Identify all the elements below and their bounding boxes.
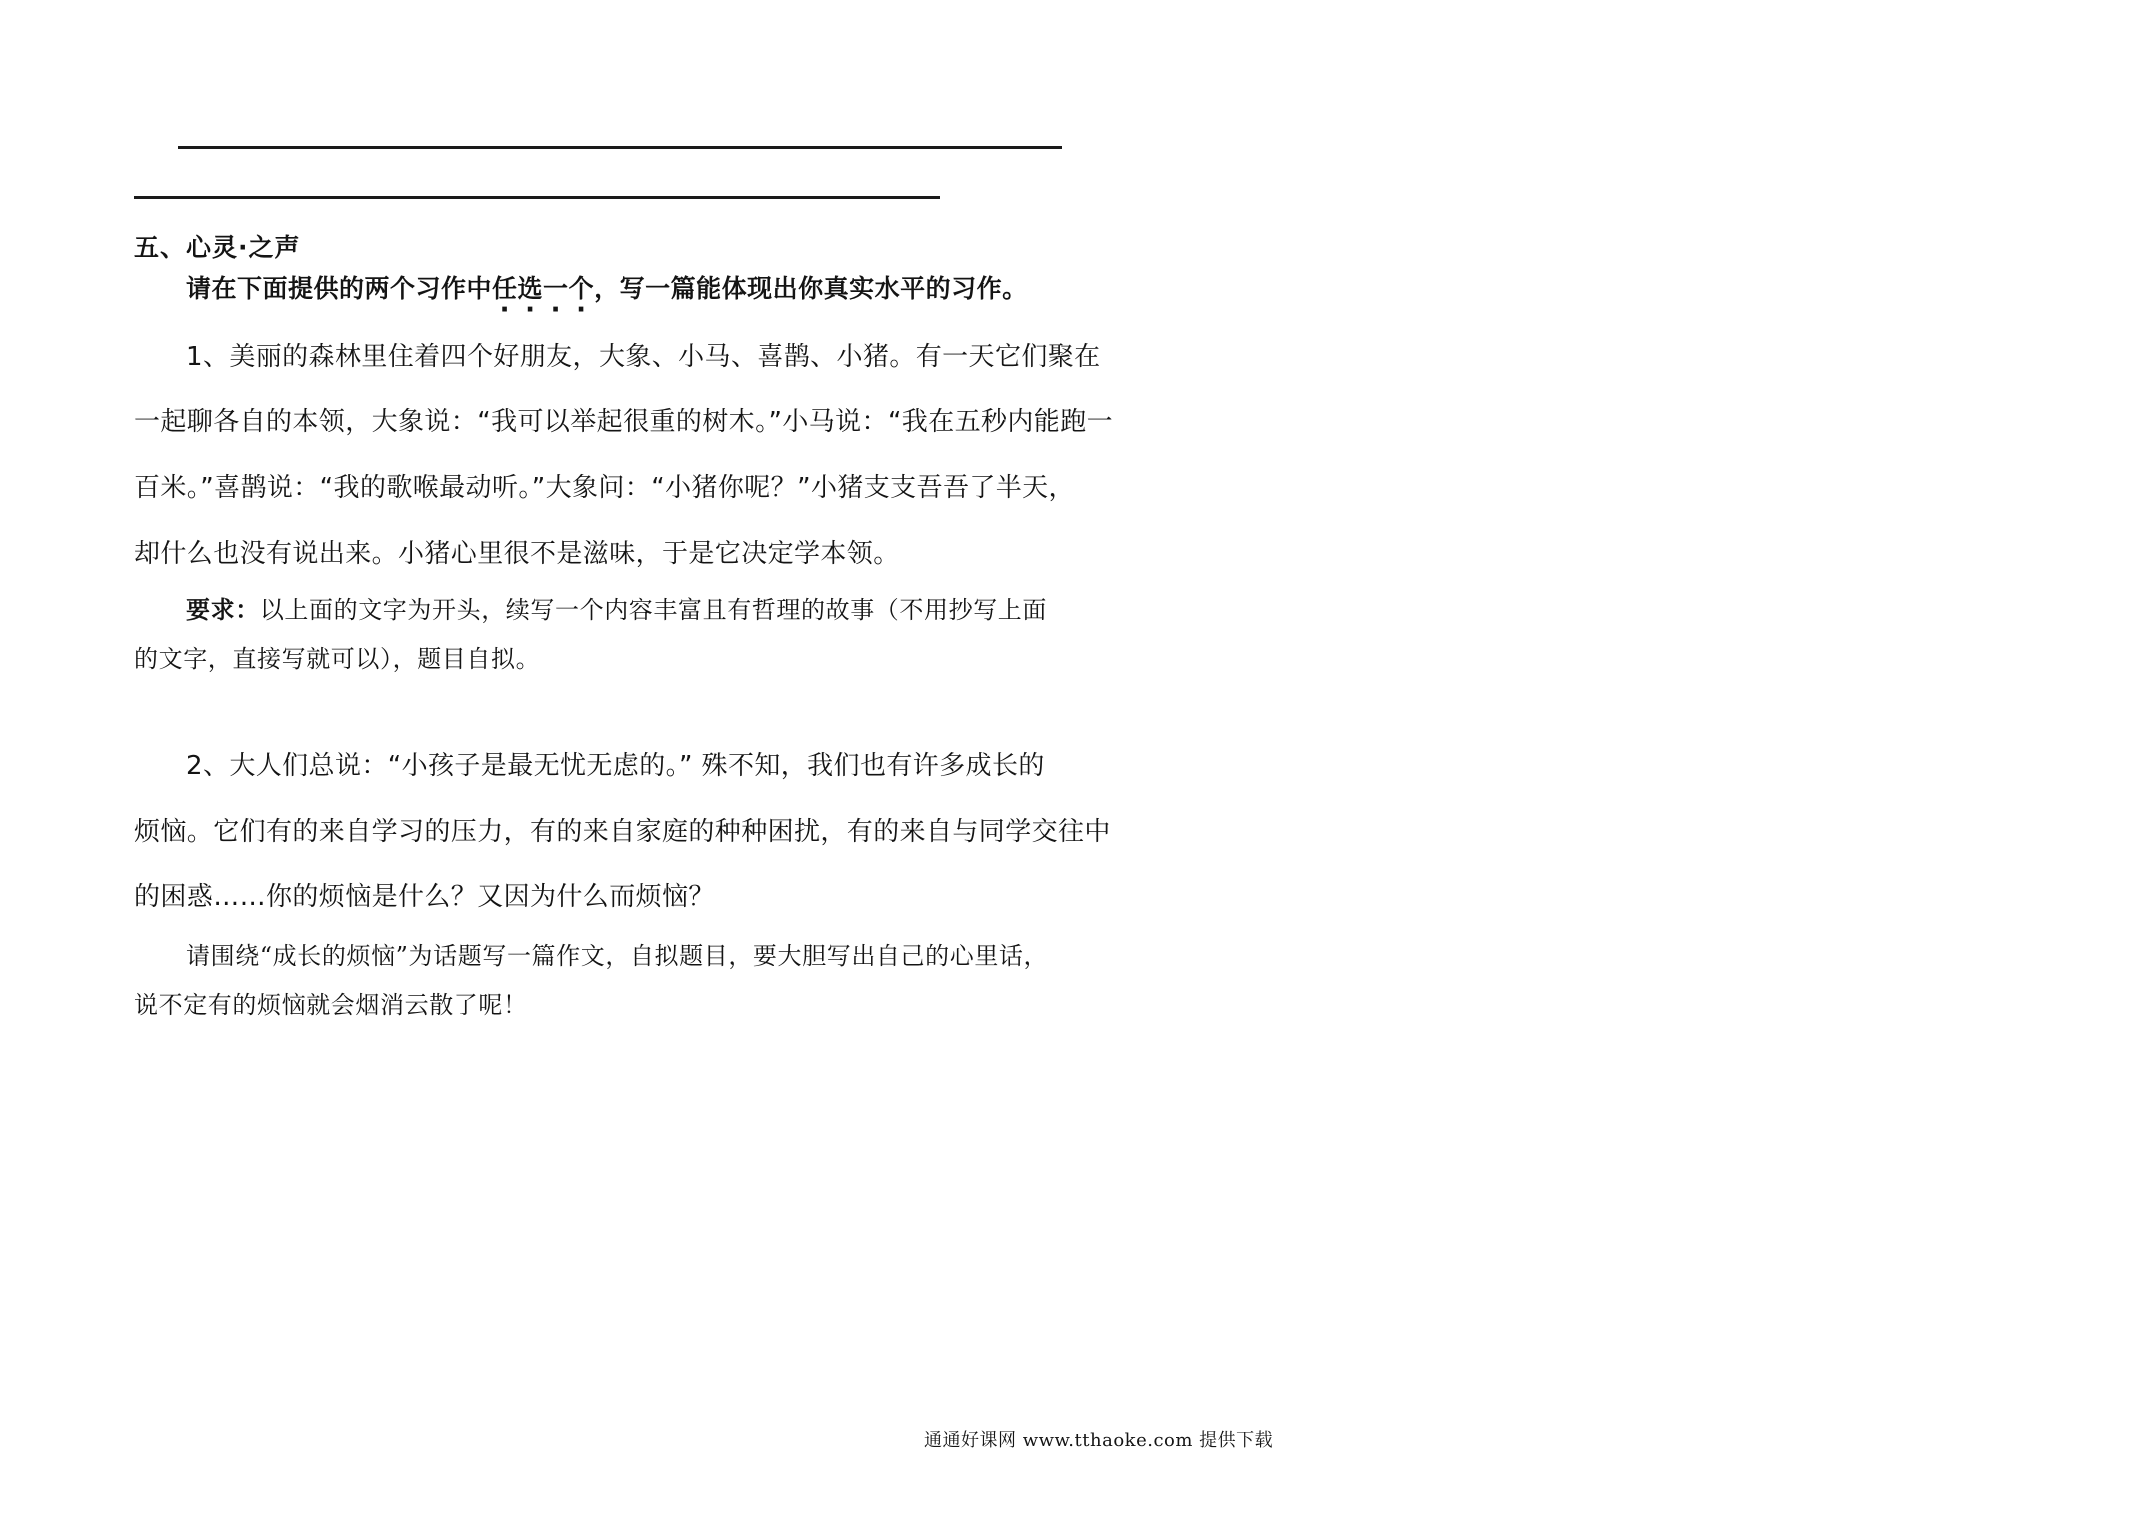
section-heading: 五、心灵·之声 (134, 233, 301, 262)
prompt1-requirement-line-2: 的文字，直接写就可以），题目自拟。 (134, 645, 541, 673)
prompt1-line-4: 却什么也没有说出来。小猪心里很不是滋味，于是它决定学本领。 (134, 539, 900, 569)
emphasis-char-1: 任 (492, 274, 518, 303)
instruction-prefix: 请在下面提供的两个习作中 (186, 274, 493, 303)
prompt1-line-1: 1、美丽的森林里住着四个好朋友，大象、小马、喜鹊、小猪。有一天它们聚在 (186, 342, 1101, 372)
page-footer: 通通好课网 www.tthaoke.com 提供下载 (924, 1430, 1274, 1451)
prompt2-line-1: 2、大人们总说：“小孩子是最无忧无虑的。” 殊不知，我们也有许多成长的 (186, 751, 1045, 781)
requirement-text-1: 以上面的文字为开头，续写一个内容丰富且有哲理的故事（不用抄写上面 (259, 596, 1048, 624)
prompt1-requirement (186, 590, 1047, 625)
prompt2-line-2: 烦恼。它们有的来自学习的压力，有的来自家庭的种种困扰，有的来自与同学交往中 (134, 817, 1111, 847)
prompt1-line-2: 一起聊各自的本领，大象说：“我可以举起很重的树木。”小马说：“我在五秒内能跑一 (134, 407, 1114, 437)
emphasis-char-3: 一 (543, 274, 569, 303)
prompt2-task-line-2: 说不定有的烦恼就会烟消云散了呢！ (134, 991, 528, 1019)
requirement-label: 要求： (186, 596, 260, 624)
emphasis-char-4: 个 (568, 274, 595, 303)
answer-line-2 (134, 196, 940, 199)
prompt2-task-line-1: 请围绕“成长的烦恼”为话题写一篇作文，自拟题目，要大胆写出自己的心里话， (186, 942, 1049, 970)
section-instruction (186, 269, 1028, 305)
prompt1-line-3: 百米。”喜鹊说：“我的歌喉最动听。”大象问：“小猪你呢？”小猪支支吾吾了半天， (134, 473, 1075, 503)
prompt2-line-3: 的困惑……你的烦恼是什么？又因为什么而烦恼？ (134, 882, 715, 912)
emphasis-char-2: 选 (517, 274, 544, 303)
answer-line-1 (178, 146, 1062, 149)
instruction-suffix: ，写一篇能体现出你真实水平的习作。 (594, 274, 1028, 303)
